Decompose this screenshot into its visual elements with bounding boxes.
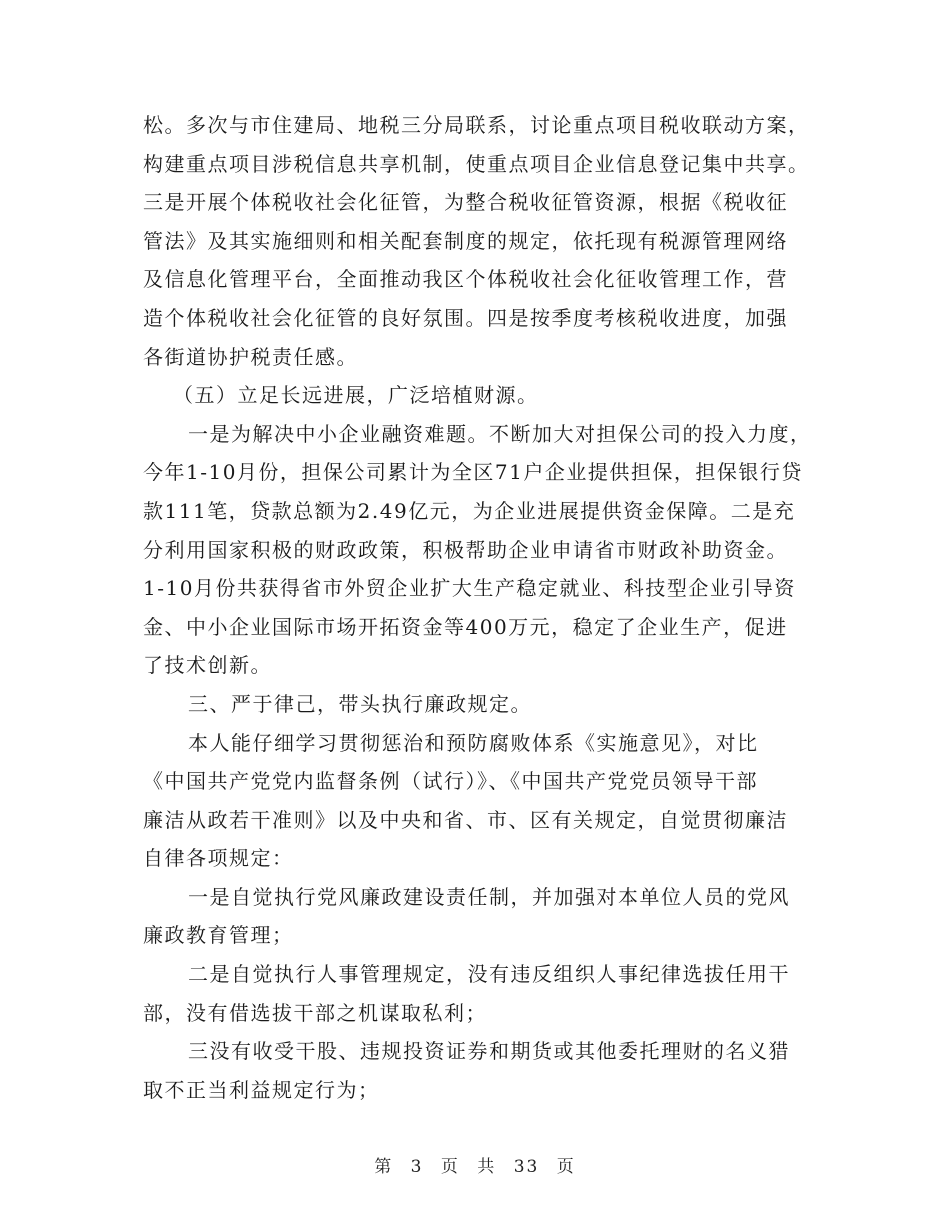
- text-line: 一是为解决中小企业融资难题。不断加大对担保公司的投入力度，: [188, 421, 812, 446]
- text-line: 今年1-10月份，担保公司累计为全区71户企业提供担保，担保银行贷: [143, 460, 803, 485]
- section-heading: 三、严于律己，带头执行廉政规定。: [188, 691, 532, 716]
- footer-page-word: 页: [440, 1157, 460, 1177]
- page-footer: [0, 1152, 950, 1177]
- text-line: 三没有收受干股、违规投资证券和期货或其他委托理财的名义猎: [188, 1039, 790, 1064]
- text-line: 廉政教育管理；: [143, 923, 294, 948]
- text-line: 部，没有借选拔干部之机谋取私利；: [143, 1000, 487, 1025]
- text-line: 取不正当利益规定行为；: [143, 1077, 380, 1102]
- text-line: 廉洁从政若干准则》以及中央和省、市、区有关规定，自觉贯彻廉洁: [143, 807, 788, 832]
- footer-prefix: 第: [374, 1157, 394, 1177]
- footer-suffix: 页: [556, 1157, 576, 1177]
- text-line: 《中国共产党党内监督条例（试行）》、《中国共产党党员领导干部: [143, 769, 758, 794]
- text-line: 金、中小企业国际市场开拓资金等400万元，稳定了企业生产，促进: [143, 614, 788, 639]
- text-line: 1-10月份共获得省市外贸企业扩大生产稳定就业、科技型企业引导资: [143, 576, 796, 601]
- total-page-count: 33: [513, 1157, 540, 1177]
- section-heading: （五）立足长远进展，广泛培植财源。: [173, 383, 539, 408]
- text-line: 松。多次与市住建局、地税三分局联系，讨论重点项目税收联动方案，: [143, 113, 810, 137]
- text-line: 自律各项规定：: [143, 846, 294, 871]
- text-line: 三是开展个体税收社会化征管，为整合税收征管资源，根据《税收征: [143, 190, 788, 215]
- text-line: 了技术创新。: [143, 653, 272, 678]
- text-line: 一是自觉执行党风廉政建设责任制，并加强对本单位人员的党风: [188, 884, 790, 909]
- text-line: 本人能仔细学习贯彻惩治和预防腐败体系《实施意见》，对比: [188, 730, 759, 755]
- text-line: 构建重点项目涉税信息共享机制，使重点项目企业信息登记集中共享。: [143, 151, 810, 176]
- text-line: 造个体税收社会化征管的良好氛围。四是按季度考核税收进度，加强: [143, 305, 788, 330]
- text-line: 分利用国家积极的财政政策，积极帮助企业申请省市财政补助资金。: [143, 537, 788, 562]
- body-text: [143, 106, 813, 1109]
- current-page-number: 3: [410, 1157, 424, 1177]
- text-line: 二是自觉执行人事管理规定，没有违反组织人事纪律选拔任用干: [188, 962, 790, 987]
- text-line: 款111笔，贷款总额为2.49亿元，为企业进展提供资金保障。二是充: [143, 498, 796, 523]
- text-line: 各街道协护税责任感。: [143, 344, 358, 369]
- text-line: 及信息化管理平台，全面推动我区个体税收社会化征收管理工作，营: [143, 267, 788, 292]
- footer-total-word: 共: [477, 1157, 497, 1177]
- text-line: 管法》及其实施细则和相关配套制度的规定，依托现有税源管理网络: [143, 228, 788, 253]
